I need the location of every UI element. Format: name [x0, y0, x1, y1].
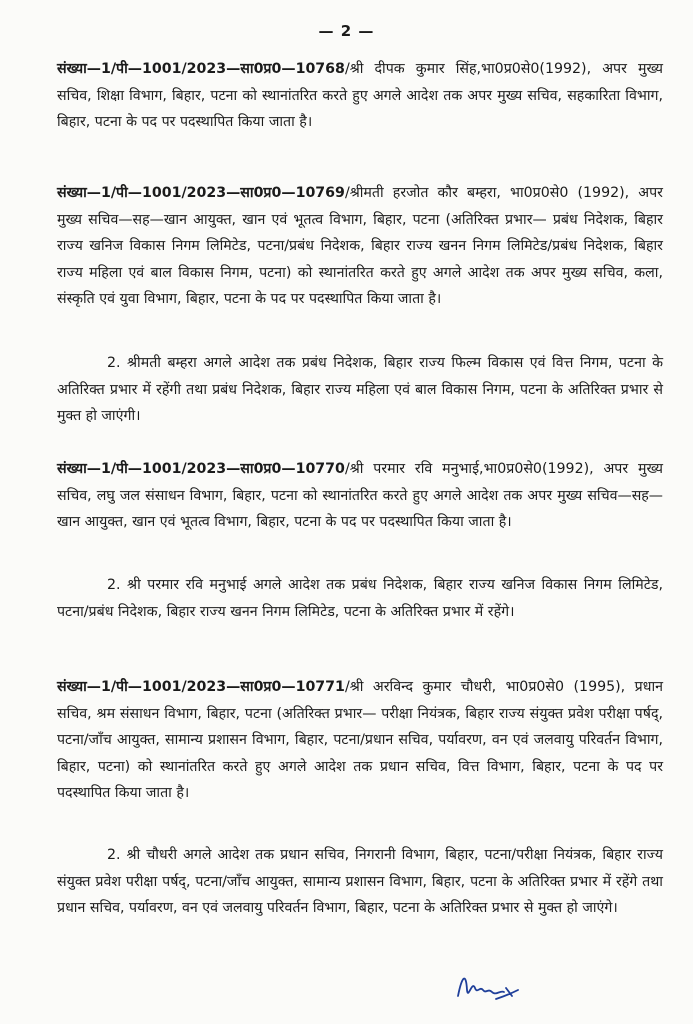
- order-10769: [57, 180, 663, 313]
- handwritten-signature: [452, 966, 532, 1012]
- order-10769-para-2: 2. श्रीमती बम्हरा अगले आदेश तक प्रबंध निदेशक, बिहार राज्य फिल्म विकास एवं वित्त निगम, पटना के अतिरिक्त प्रभार में रहेंगी तथा प्रबंध निदेशक, बिहार राज्य महिला एवं बाल विकास निगम, पटना के अतिरिक्त प्रभार से मुक्त हो जाएंगी।: [57, 355, 663, 424]
- order-10768: [57, 56, 663, 136]
- order-10770-para-2: 2. श्री परमार रवि मनुभाई अगले आदेश तक प्रबंध निदेशक, बिहार राज्य खनिज विकास निगम लिमिटेड, पटना/प्रबंध निदेशक, बिहार राज्य खनन निगम लिमिटेड, पटना के अतिरिक्त प्रभार में रहेंगे।: [57, 577, 663, 620]
- order-reference: संख्या—1/पी—1001/2023—सा0प्र0—10770: [57, 461, 345, 477]
- page-number: — 2 —: [318, 22, 375, 40]
- order-reference: संख्या—1/पी—1001/2023—सा0प्र0—10768: [57, 61, 345, 77]
- order-body: /श्री अरविन्द कुमार चौधरी, भा0प्र0से0 (1995), प्रधान सचिव, श्रम संसाधन विभाग, बिहार, पटना (अतिरिक्त प्रभार— परीक्षा नियंत्रक, बिहार राज्य संयुक्त प्रवेश परीक्षा पर्षद्, पटना/जाँच आयुक्त, सामान्य प्रशासन विभाग, बिहार, पटना/प्रधान सचिव, पर्यावरण, वन एवं जलवायु परिवर्तन विभाग, बिहार, पटना) को स्थानांतरित करते हुए अगले आदेश तक प्रधान सचिव, वित्त विभाग, बिहार, पटना के पद पर पदस्थापित किया जाता है।: [57, 679, 663, 801]
- order-reference: संख्या—1/पी—1001/2023—सा0प्र0—10771: [57, 679, 345, 695]
- order-body: /श्री दीपक कुमार सिंह,भा0प्र0से0(1992), अपर मुख्य सचिव, शिक्षा विभाग, बिहार, पटना को स्थानांतरित करते हुए अगले आदेश तक अपर मुख्य सचिव, सहकारिता विभाग, बिहार, पटना के पद पर पदस्थापित किया जाता है।: [57, 61, 663, 130]
- order-10771: [57, 674, 663, 807]
- order-10771-para-2: 2. श्री चौधरी अगले आदेश तक प्रधान सचिव, निगरानी विभाग, बिहार, पटना/परीक्षा नियंत्रक, बिहार राज्य संयुक्त प्रवेश परीक्षा पर्षद्, पटना/जाँच आयुक्त, सामान्य प्रशासन विभाग, बिहार, पटना के अतिरिक्त प्रभार में रहेंगे तथा प्रधान सचिव, पर्यावरण, वन एवं जलवायु परिवर्तन विभाग, बिहार, पटना के अतिरिक्त प्रभार से मुक्त हो जाएंगे।: [57, 847, 663, 916]
- order-10770: [57, 456, 663, 536]
- order-body: /श्रीमती हरजोत कौर बम्हरा, भा0प्र0से0 (1992), अपर मुख्य सचिव—सह—खान आयुक्त, खान एवं भूतत्व विभाग, बिहार, पटना (अतिरिक्त प्रभार— प्रबंध निदेशक, बिहार राज्य खनिज विकास निगम लिमिटेड, पटना/प्रबंध निदेशक, बिहार राज्य खनन निगम लिमिटेड/प्रबंध निदेशक, बिहार राज्य महिला एवं बाल विकास निगम, पटना) को स्थानांतरित करते हुए अगले आदेश तक अपर मुख्य सचिव, कला, संस्कृति एवं युवा विभाग, बिहार, पटना के पद पर पदस्थापित किया जाता है।: [57, 185, 663, 307]
- order-body: /श्री परमार रवि मनुभाई,भा0प्र0से0(1992), अपर मुख्य सचिव, लघु जल संसाधन विभाग, बिहार, पटना को स्थानांतरित करते हुए अगले आदेश तक अपर मुख्य सचिव—सह—खान आयुक्त, खान एवं भूतत्व विभाग, बिहार, पटना के पद पर पदस्थापित किया जाता है।: [57, 461, 663, 530]
- order-reference: संख्या—1/पी—1001/2023—सा0प्र0—10769: [57, 185, 345, 201]
